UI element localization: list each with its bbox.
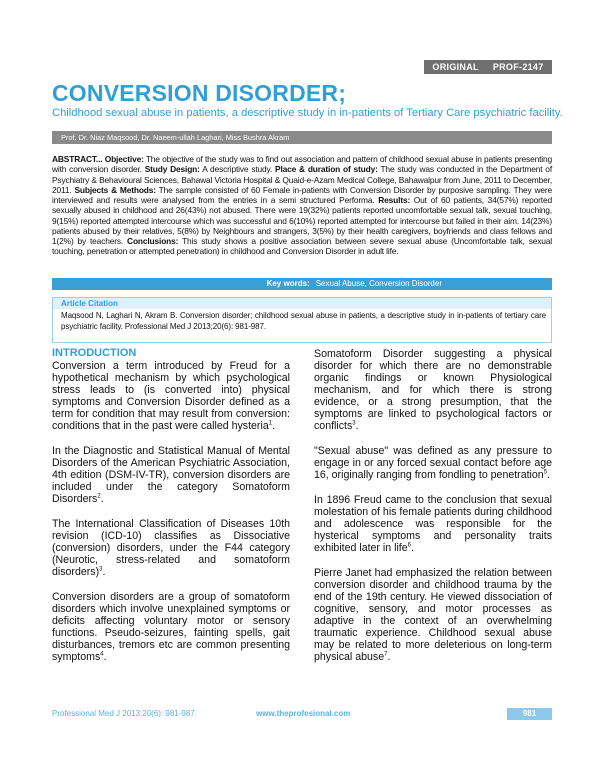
reference: 7 (384, 651, 388, 658)
article-subtitle: Childhood sexual abuse in patients, a descriptive study in in-patients of Tertiary Care psychiatric facility. (52, 107, 563, 119)
left-column (52, 347, 290, 676)
article-id: PROF-2147 (492, 62, 544, 72)
reference: 4 (100, 651, 104, 658)
place-label: Place & duration of study: (275, 164, 378, 175)
paragraph: Conversion a term introduced by Freud for a hypothetical mechanism by which psychological stress leads to (is converted into) physical symptoms and Conversion Disorder defined as a term for condition that may result from conversion: conditions that in the past were called hysteria$^1$. (52, 360, 290, 432)
paragraph: "Sexual abuse" was defined as any pressure to engage in or any forced sexual contact before age 16, originally ranging from fondling to penetration$^5$. (314, 445, 552, 481)
reference: 3 (352, 420, 356, 427)
conclusions-text: This study shows a positive association between severe sexual abuse (Uncomfortable talk, sexual touching, penetration or attempted penetration) in childhood and Conversion Disorder in adult life. (52, 236, 553, 257)
results-text: Out of 60 patients, 34(57%) reported sexually abused in childhood and 26(43%) not abused. There were 19(32%) patients reported uncomfortable sexual talk, sexual touching, 9(15%) reported attempted intercourse which was successful and 6(10%) reported attempted for intercourse but failed in their aim. 14(23%) patients abused by their relatives, 5(8%) by Neighbours and strangers, 3(5%) by their health caregivers, boyfriends and class fellows and 1(2%) by teachers. (52, 195, 552, 246)
citation-heading: Article Citation (53, 298, 551, 309)
place-text: The study was conducted in the Department of Psychiatry & Behavioural Sciences, Bahawal Victoria Hospital & Quaid-e-Azam Medical College, Bahawalpur from June, 2011 to December, 2011. (52, 164, 552, 195)
subjects-label: Subjects & Methods: (74, 184, 156, 195)
reference: 3 (99, 566, 103, 573)
article-citation-box (52, 297, 552, 343)
citation-text: Maqsood N, Laghari N, Akram B. Conversion disorder; childhood sexual abuse in patients, a descriptive study in in-patients of tertiary care psychiatric facility. Professional Med J 2013;20(6): 981-987. (61, 311, 546, 331)
paragraph: Conversion disorders are a group of somatoform disorders which involve unexplained symptoms or deficits affecting voluntary motor or sensory functions. Pseudo-seizures, fainting spells, gait disturbances, tremors etc are common presenting symptoms$^4$. (52, 591, 290, 663)
page-number: 981 (507, 708, 552, 720)
abstract-objective: The objective of the study was to find out association and pattern of childhood sexual abuse in patients presenting with conversion disorder. (52, 154, 552, 175)
keywords-bar (52, 278, 552, 290)
journal-reference: Professional Med J 2013;20(6): 981-987. (52, 709, 197, 718)
keywords-label: Key words: (266, 279, 310, 288)
paragraph: In 1896 Freud came to the conclusion that sexual molestation of his female patients during childhood and adolescence was responsible for the hysterical symptoms and personality traits exhibited later in life$^6$. (314, 494, 552, 554)
author-bar: Prof. Dr. Niaz Maqsood, Dr. Naeem-ullah Laghari, Miss Bushra Akram (52, 131, 552, 144)
introduction-heading: INTRODUCTION (52, 347, 137, 359)
article-type-bar (424, 60, 552, 74)
website-link[interactable]: www.theprofesional.com (256, 709, 351, 718)
article-title: CONVERSION DISORDER; (52, 80, 347, 106)
reference: 5 (543, 469, 548, 476)
paragraph: Somatoform Disorder suggesting a physical disorder for which there are no demonstrable organic findings or known Physiological mechanism, and for which there is strong evidence, or a strong presumption, that the symptoms are linked to psychological factors or conflicts$^3$. (314, 348, 552, 432)
right-column (314, 348, 552, 676)
abstract-label: ABSTRACT... Objective: (52, 154, 144, 164)
subjects-text: The sample consisted of 60 Female in-patients with Conversion Disorder by purposive sampling. They were interviewed and results were analysed from the entries in a semi structured Performa. (52, 184, 553, 205)
study-design-label: Study Design: (144, 164, 200, 175)
results-label: Results: (378, 195, 411, 205)
reference: 1 (268, 420, 273, 427)
abstract (52, 154, 552, 257)
paragraph: Pierre Janet had emphasized the relation between conversion disorder and childhood trauma by the end of the 19th century. He viewed dissociation of cognitive, sensory, and motor processes as adaptive in the context of an overwhelming traumatic experience. Childhood sexual abuse may be related to more deleterious on long-term physical abuse$^7$. (314, 567, 552, 663)
paragraph: The International Classification of Diseases 10th revision (ICD-10) classifies as Dissociative (conversion) disorders, under the F44 category (Neurotic, stress-related and somatoform disorders)$^3$. (52, 518, 290, 578)
reference: 6 (407, 542, 411, 549)
keywords-value: Sexual Abuse, Conversion Disorder (315, 279, 442, 288)
reference: 2 (97, 493, 101, 500)
study-design-text: A descriptive study. (199, 164, 276, 175)
paragraph: In the Diagnostic and Statistical Manual of Mental Disorders of the American Psychiatric Association, 4th edition (DSM-IV-TR), conversion disorders are included under the category Somatoform Disorders$^2$. (52, 445, 290, 505)
original-label: ORIGINAL (432, 62, 479, 72)
conclusions-label: Conclusions: (127, 236, 179, 246)
